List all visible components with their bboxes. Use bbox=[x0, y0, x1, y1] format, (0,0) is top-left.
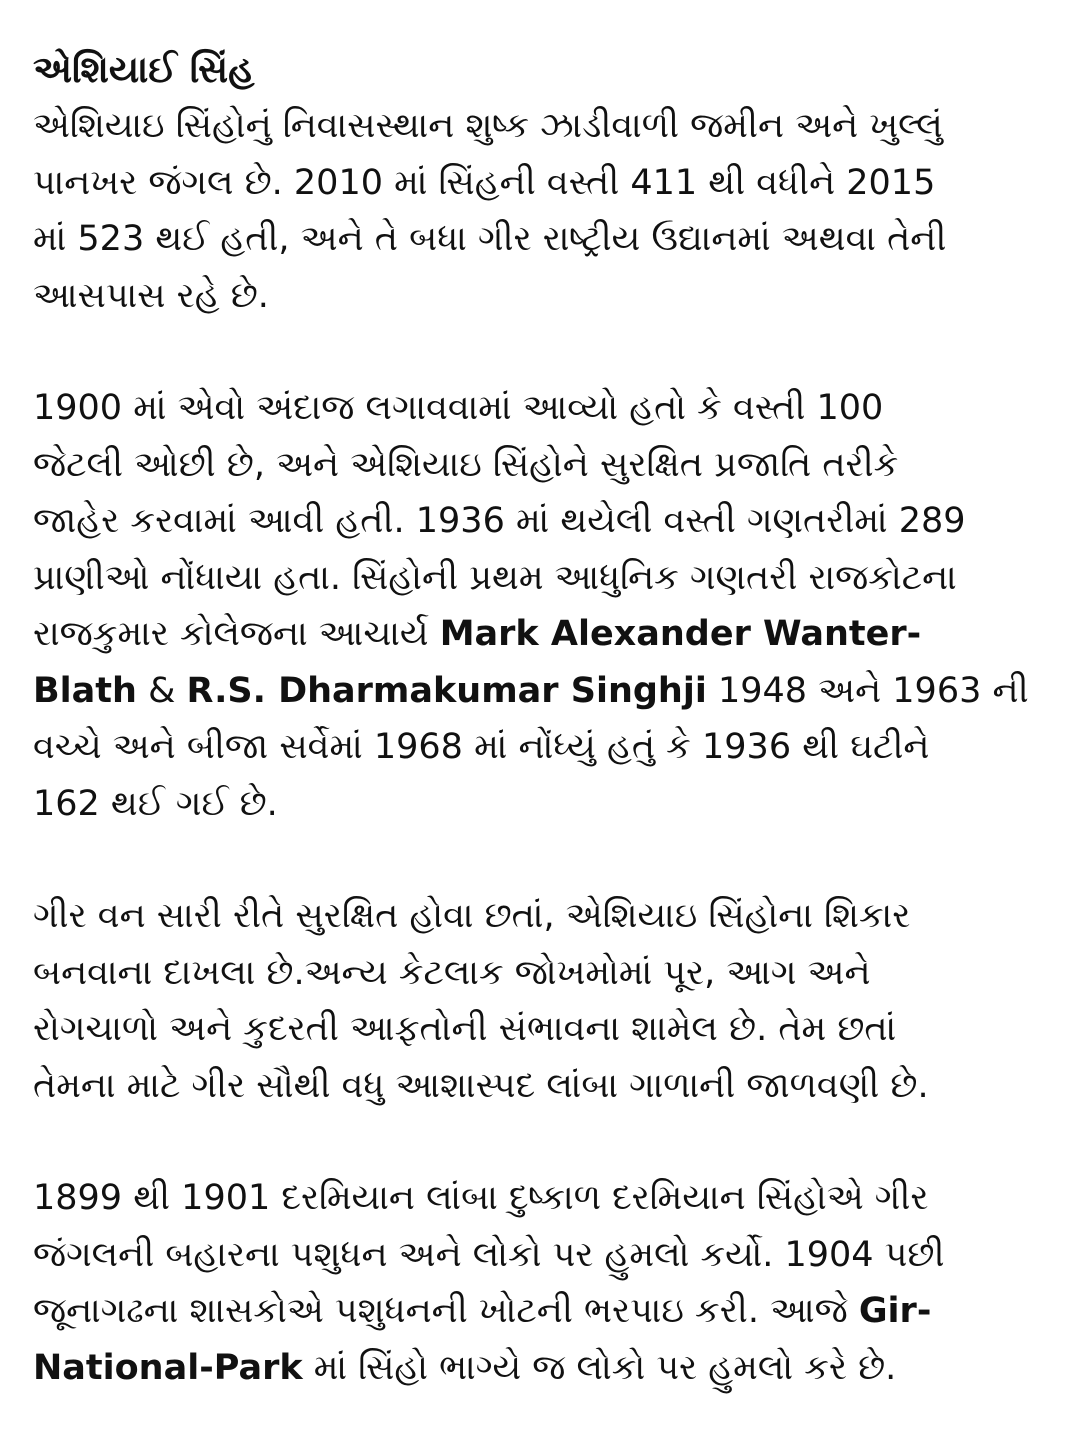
text-line bbox=[33, 606, 1045, 663]
text-line: જાહેર કરવામાં આવી હતી. 1936 માં થયેલી વસ્તી ગણતરીમાં 289 bbox=[33, 501, 966, 541]
article bbox=[33, 42, 1045, 1396]
paragraph-population-history bbox=[33, 380, 1045, 832]
bold-name: Gir- bbox=[858, 1291, 932, 1331]
text-line: 1900 માં એવો અંદાજ લગાવવામાં આવ્યો હતો કે વસ્તી 100 bbox=[33, 388, 884, 428]
text-line bbox=[33, 663, 1045, 720]
text-line: પ્રાણીઓ નોંધાયા હતા. સિંહોની પ્રથમ આધુનિક ગણતરી રાજકોટના bbox=[33, 557, 957, 598]
bold-name: Mark Alexander Wanter- bbox=[439, 614, 922, 654]
text-line bbox=[33, 1340, 1045, 1397]
paragraph-attacks bbox=[33, 1170, 1045, 1396]
bold-name: R.S. Dharmakumar Singhji bbox=[186, 670, 707, 711]
text-fragment: 1948 અને 1963 ની bbox=[706, 670, 1029, 711]
text-line: પાનખર જંગલ છે. 2010 માં સિંહની વસ્તી 411 થી વધીને 2015 bbox=[33, 162, 936, 203]
text-line: ગીર વન સારી રીતે સુરક્ષિત હોવા છતાં, એશિયાઇ સિંહોના શિકાર bbox=[33, 896, 911, 936]
text-line bbox=[33, 1283, 1045, 1340]
text-line: વચ્ચે અને બીજા સર્વેમાં 1968 માં નોંધ્યું હતું કે 1936 થી ઘટીને bbox=[33, 727, 930, 767]
article-title: એશિયાઈ સિંહ bbox=[33, 48, 255, 91]
text-line: આસપાસ રહે છે. bbox=[33, 275, 269, 316]
text-line: તેમના માટે ગીર સૌથી વધુ આશાસ્પદ લાંબા ગાળાની જાળવણી છે. bbox=[33, 1065, 929, 1106]
text-fragment: & bbox=[136, 670, 187, 711]
text-line: બનવાના દાખલા છે.અન્ય કેટલાક જોખમોમાં પૂર, આગ અને bbox=[33, 952, 871, 993]
text-line: એશિયાઇ સિંહોનું નિવાસસ્થાન શુષ્ક ઝાડીવાળી જમીન અને ખુલ્લું bbox=[33, 106, 943, 146]
bold-name: Blath bbox=[33, 670, 137, 711]
text-fragment: જૂનાગઢના શાસકોએ પશુધનની ખોટની ભરપાઇ કરી. આજે bbox=[33, 1291, 859, 1331]
text-line: 162 થઈ ગઈ છે. bbox=[33, 783, 278, 824]
paragraph-threats bbox=[33, 888, 1045, 1114]
bold-name: National-Park bbox=[33, 1347, 303, 1388]
text-line: જેટલી ઓછી છે, અને એશિયાઇ સિંહોને સુરક્ષિત પ્રજાતિ તરીકે bbox=[33, 444, 899, 485]
text-fragment: માં સિંહો ભાગ્યે જ લોકો પર હુમલો કરે છે. bbox=[302, 1347, 897, 1388]
text-line: રોગચાળો અને કુદરતી આફતોની સંભાવના શામેલ છે. તેમ છતાં bbox=[33, 1009, 897, 1049]
text-fragment: રાજકુમાર કોલેજના આચાર્ય bbox=[33, 614, 440, 654]
text-line: માં 523 થઈ હતી, અને તે બધા ગીર રાષ્ટ્રીય ઉદ્યાનમાં અથવા તેની bbox=[33, 219, 947, 259]
paragraph-habitat bbox=[33, 98, 1045, 324]
text-line: 1899 થી 1901 દરમિયાન લાંબા દુષ્કાળ દરમિયાન સિંહોએ ગીર bbox=[33, 1178, 929, 1218]
text-line: જંગલની બહારના પશુધન અને લોકો પર હુમલો કર્યો. 1904 પછી bbox=[33, 1234, 945, 1275]
